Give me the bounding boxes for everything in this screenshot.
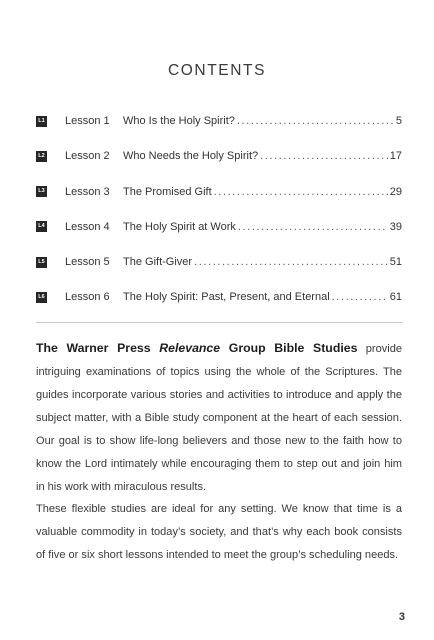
toc-row-lesson-4: [36, 217, 402, 237]
lesson-badge-icon: L5: [36, 257, 47, 268]
lesson-title: The Promised Gift: [123, 185, 212, 198]
table-of-contents: [36, 111, 402, 323]
lesson-badge-icon: L4: [36, 221, 47, 232]
dot-leader: [194, 256, 388, 268]
lesson-number: Lesson 4: [65, 220, 110, 233]
section-divider: [36, 322, 402, 323]
toc-row-lesson-5: [36, 252, 402, 272]
intro-paragraph: [36, 337, 402, 499]
lesson-title: The Holy Spirit at Work: [123, 220, 236, 233]
lesson-title: Who Needs the Holy Spirit?: [123, 150, 259, 163]
lesson-page-number: 5: [395, 115, 402, 127]
lesson-page-number: 39: [389, 220, 402, 233]
dot-leader: [260, 150, 388, 162]
lesson-number: Lesson 1: [65, 115, 110, 127]
toc-row-lesson-2: [36, 146, 402, 166]
toc-row-lesson-3: [36, 182, 402, 202]
lesson-title: Who Is the Holy Spirit?: [123, 115, 235, 127]
second-paragraph: These flexible studies are ideal for any setting. We know that time is a valuable commodity in today’s society, and that’s why each book consists of five or six short lessons intended to meet the group’s scheduling needs.: [36, 503, 402, 561]
lesson-number: Lesson 6: [65, 291, 110, 304]
intro-text: provide intriguing examinations of topics using the whole of the Scriptures. The guides incorporate various stories and activities to introduce and apply the subject matter, with a Bible study component at the heart of each session. Our goal is to show life-long believers and those new to the faith how to know the Lord intimately while encouraging them to step out and join him in his work with miraculous results.: [36, 343, 402, 493]
series-name-part: The Warner Press: [36, 341, 160, 355]
lesson-title: The Holy Spirit: Past, Present, and Eternal: [123, 291, 330, 304]
series-name: [36, 341, 357, 355]
lesson-number: Lesson 3: [65, 185, 110, 198]
dot-leader: [332, 291, 388, 303]
lesson-page-number: 17: [389, 150, 402, 163]
lesson-number: Lesson 5: [65, 256, 110, 269]
dot-leader: [238, 221, 388, 233]
lesson-badge-icon: L1: [36, 116, 47, 127]
series-name-italic: Relevance: [159, 341, 221, 355]
toc-row-lesson-1: [36, 111, 402, 131]
dot-leader: [214, 186, 388, 198]
lesson-badge-icon: L2: [36, 151, 47, 162]
lesson-title: The Gift-Giver: [123, 256, 193, 269]
lesson-number: Lesson 2: [65, 150, 110, 163]
toc-row-lesson-6: [36, 287, 402, 307]
lesson-page-number: 51: [389, 256, 402, 269]
contents-heading: CONTENTS: [167, 62, 267, 79]
lesson-page-number: 29: [389, 185, 402, 198]
page-number: 3: [398, 611, 405, 623]
lesson-badge-icon: L6: [36, 292, 47, 303]
lesson-badge-icon: L3: [36, 186, 47, 197]
series-name-part: Group Bible Studies: [220, 341, 358, 355]
dot-leader: [237, 115, 394, 127]
lesson-page-number: 61: [389, 291, 402, 304]
